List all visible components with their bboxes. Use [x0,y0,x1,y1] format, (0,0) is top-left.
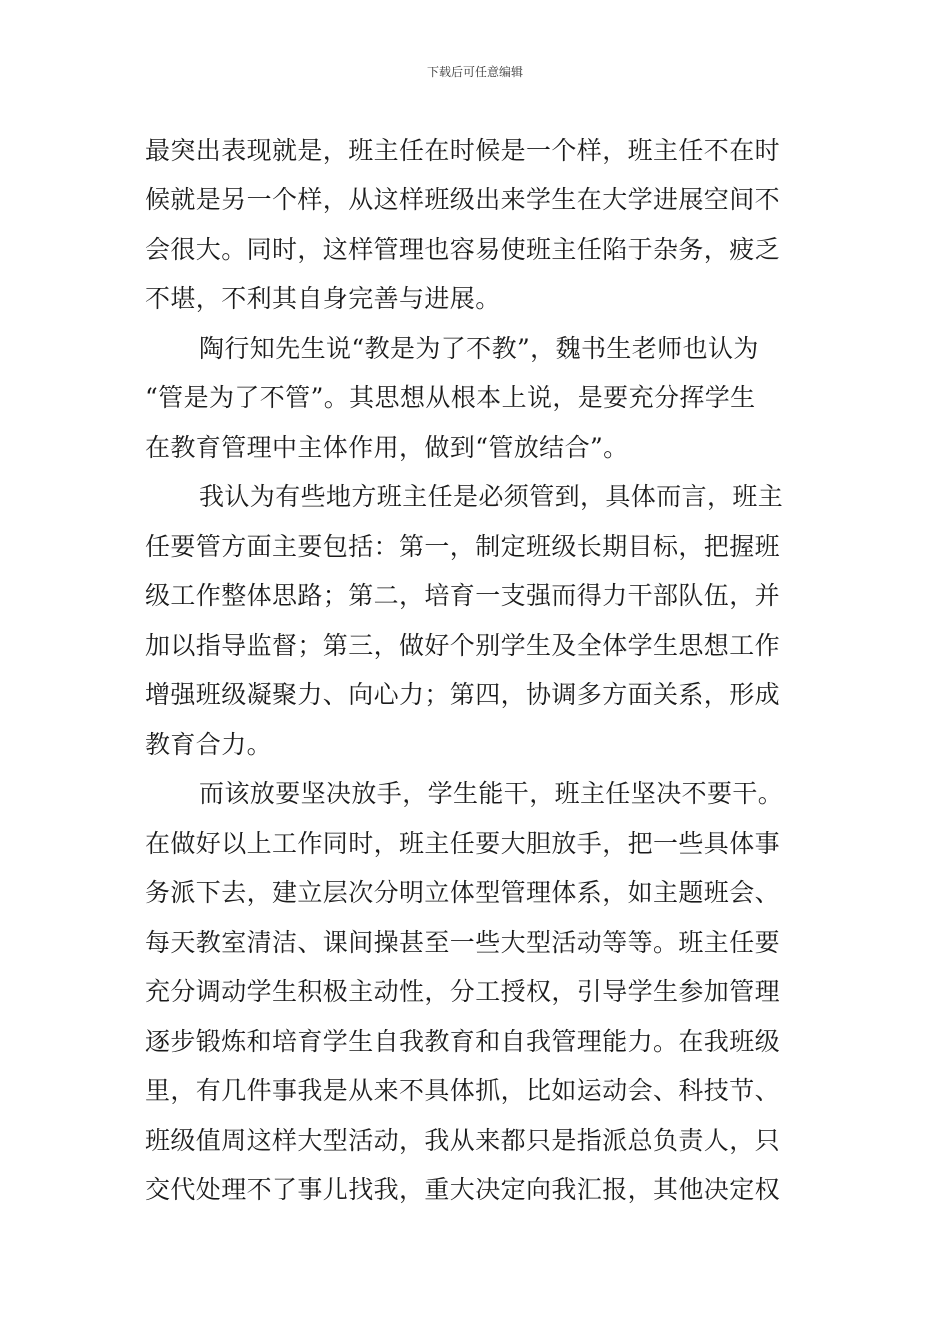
text-line: 班级值周这样大型活动，我从来都只是指派总负责人，只 [145,1126,781,1155]
text-line: 交代处理不了事儿找我，重大决定向我汇报，其他决定权 [145,1175,781,1204]
text-line: 级工作整体思路；第二，培育一支强而得力干部队伍，并 [145,581,781,610]
text-line: 候就是另一个样，从这样班级出来学生在大学进展空间不 [145,185,781,214]
text-line: 里，有几件事我是从来不具体抓，比如运动会、科技节、 [145,1076,781,1105]
text-line: 增强班级凝聚力、向心力；第四，协调多方面关系，形成 [145,680,781,709]
text-line: “管是为了不管”。其思想从根本上说，是要充分挥学生 [145,383,756,412]
paragraph-first-line: 而该放要坚决放手，学生能干，班主任坚决不要干。 [199,779,784,808]
text-line: 加以指导监督；第三，做好个别学生及全体学生思想工作 [145,631,781,660]
text-line: 在做好以上工作同时，班主任要大胆放手，把一些具体事 [145,829,781,858]
text-line: 不堪，不利其自身完善与进展。 [145,284,501,313]
paragraph-first-line: 陶行知先生说“教是为了不教”，魏书生老师也认为 [199,334,759,363]
text-line: 任要管方面主要包括：第一，制定班级长期目标，把握班 [145,532,781,561]
text-line: 最突出表现就是，班主任在时候是一个样，班主任不在时 [145,136,781,165]
text-line: 会很大。同时，这样管理也容易使班主任陷于杂务，疲乏 [145,235,781,264]
page-header: 下载后可任意编辑 [426,65,523,79]
text-line: 教育合力。 [145,730,273,759]
text-line: 逐步锻炼和培育学生自我教育和自我管理能力。在我班级 [145,1027,781,1056]
paragraph-first-line: 我认为有些地方班主任是必须管到，具体而言，班主 [199,482,784,511]
text-line: 务派下去，建立层次分明立体型管理体系，如主题班会、 [145,878,781,907]
text-line: 每天教室清洁、课间操甚至一些大型活动等等。班主任要 [145,928,781,957]
text-line: 在教育管理中主体作用，做到“管放结合”。 [145,433,629,462]
text-line: 充分调动学生积极主动性，分工授权，引导学生参加管理 [145,977,781,1006]
